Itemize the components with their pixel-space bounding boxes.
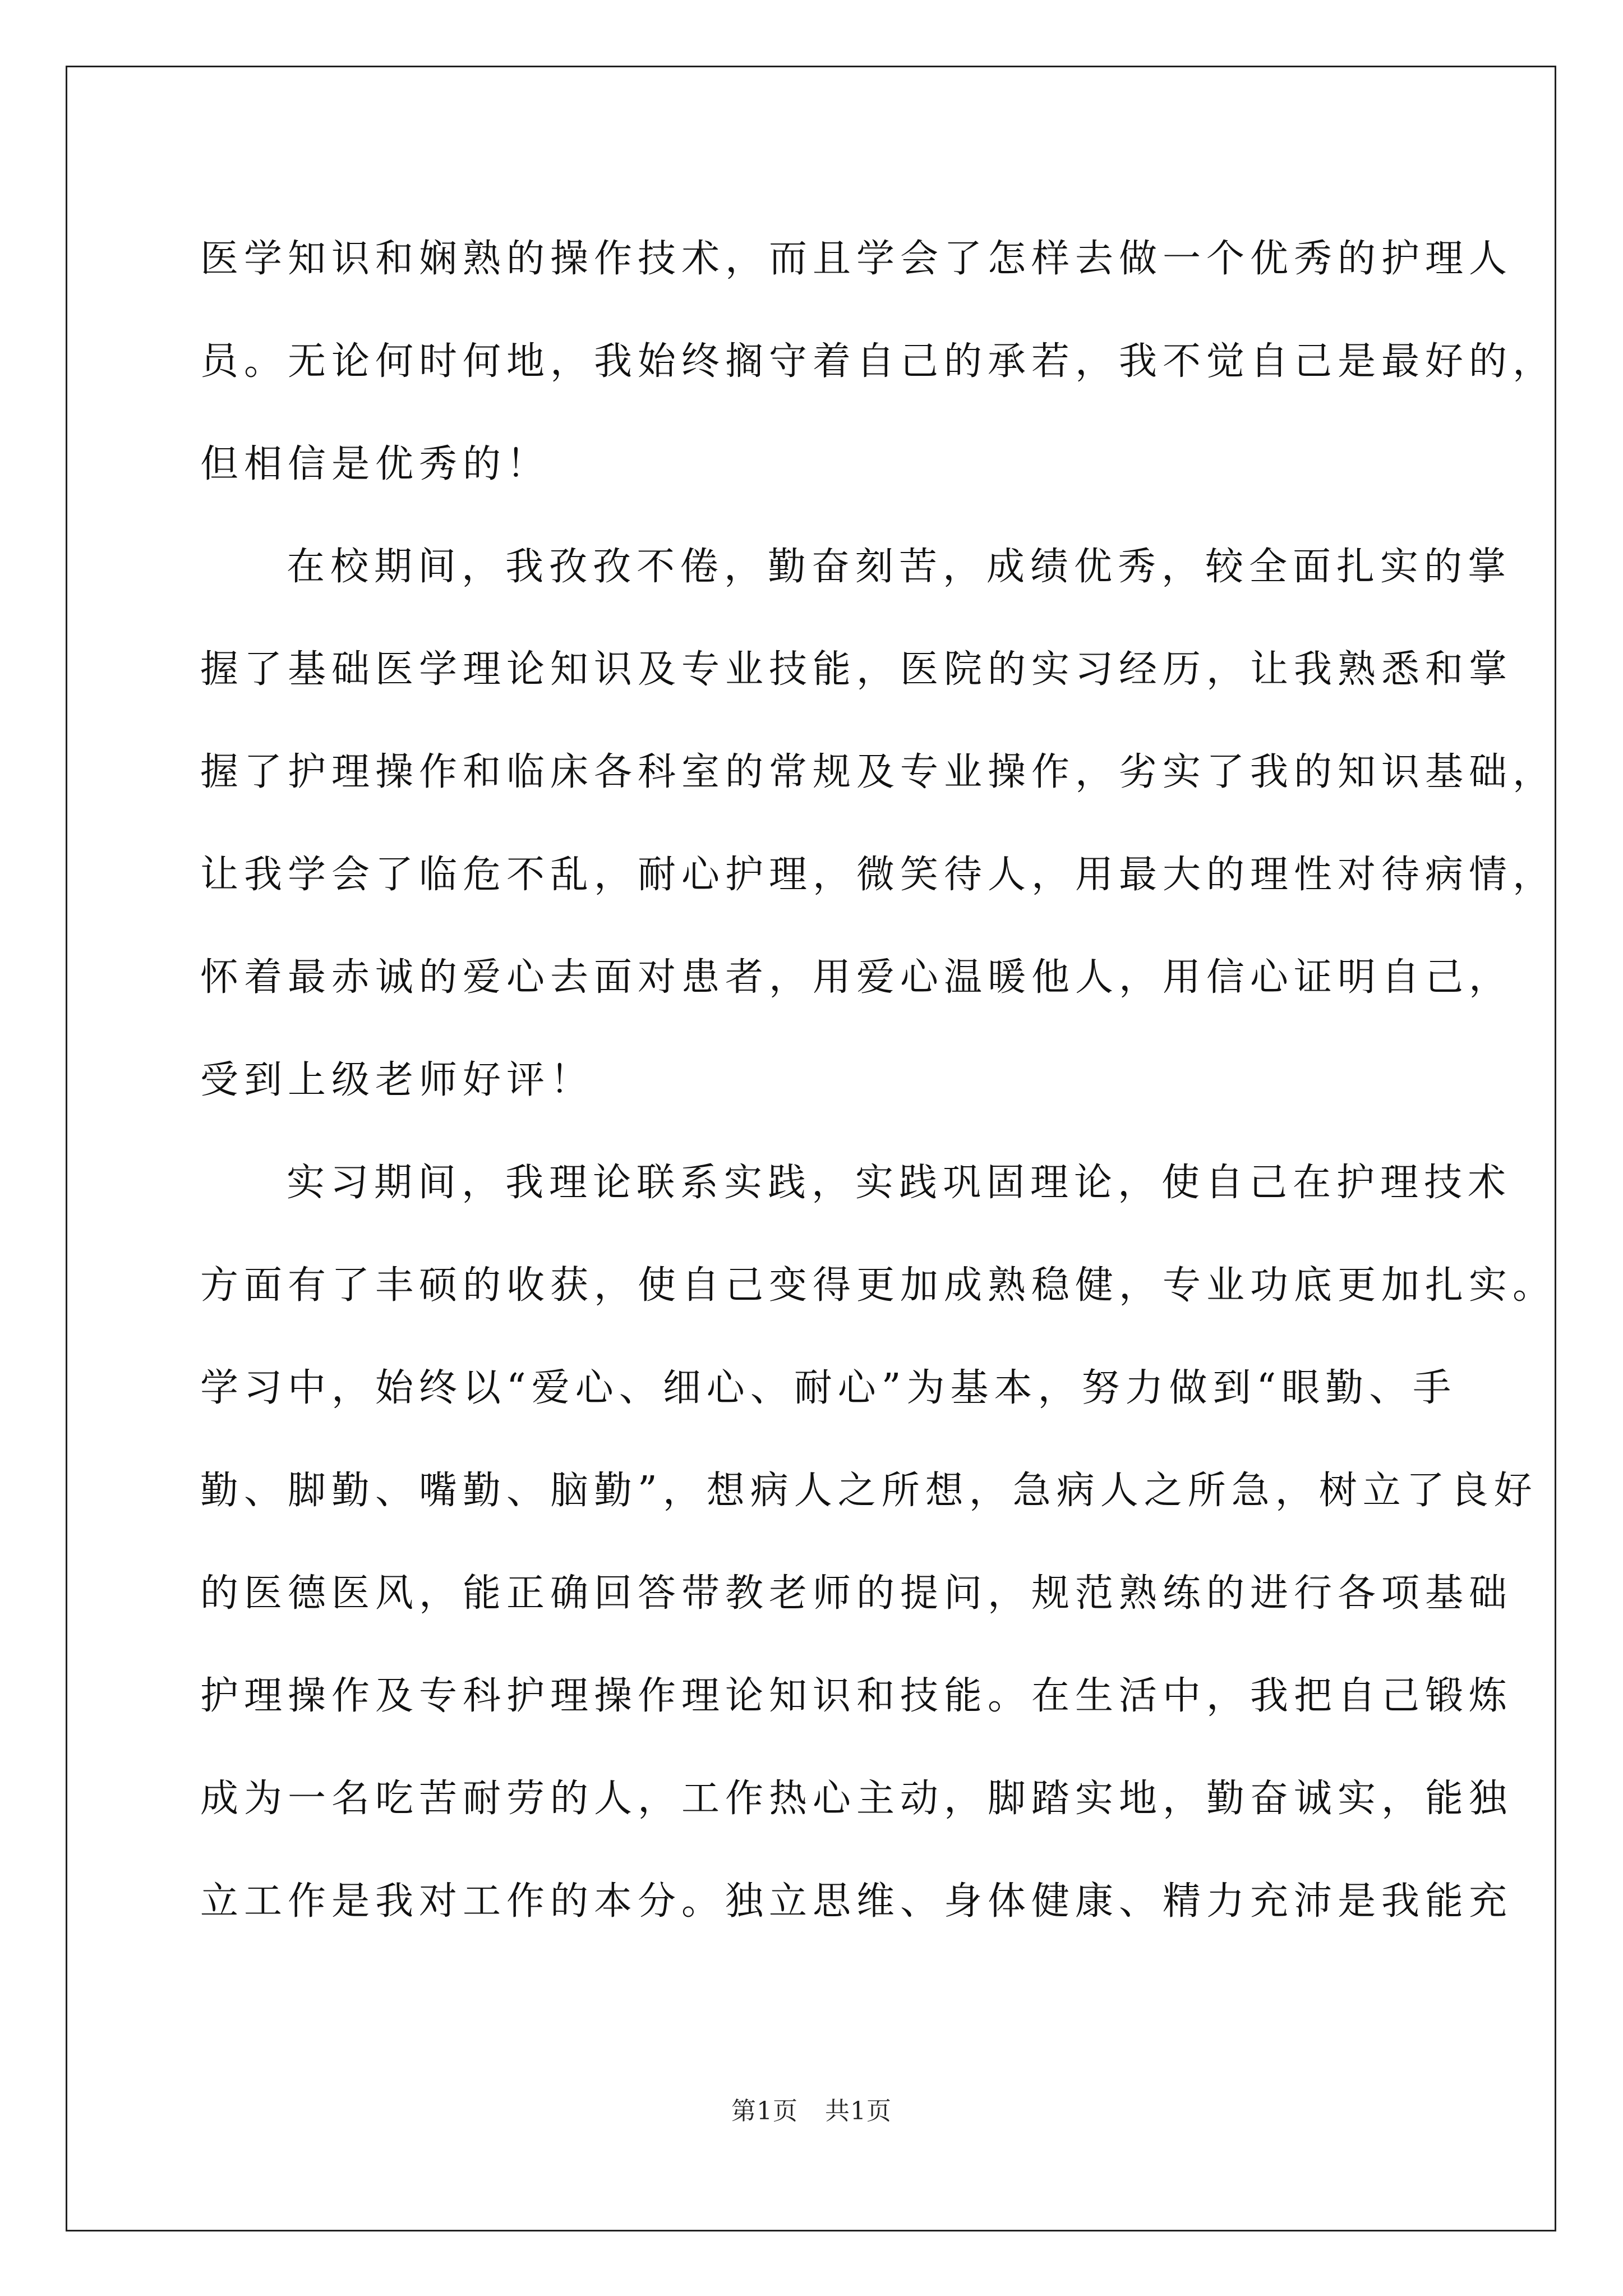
page-footer xyxy=(0,2091,1623,2127)
text-line: 让我学会了临危不乱，耐心护理，微笑待人，用最大的理性对待病情， xyxy=(200,853,1557,897)
text-line: 立工作是我对工作的本分。独立思维、身体健康、精力充沛是我能充 xyxy=(200,1879,1513,1924)
document-body xyxy=(200,208,1557,1953)
text-line: 护理操作及专科护理操作理论知识和技能。在生活中，我把自己锻炼 xyxy=(200,1674,1513,1718)
paragraph-3 xyxy=(200,1131,1557,1953)
text-line: 方面有了丰硕的收获，使自己变得更加成熟稳健，专业功底更加扎实。 xyxy=(200,1263,1557,1308)
paragraph-2 xyxy=(200,516,1557,1131)
text-line: 医学知识和娴熟的操作技术，而且学会了怎样去做一个优秀的护理人 xyxy=(200,237,1513,281)
page-total: 共1页 xyxy=(825,2097,892,2125)
text-line: 怀着最赤诚的爱心去面对患者，用爱心温暖他人，用信心证明自己， xyxy=(200,955,1513,1000)
page-number: 第1页 xyxy=(731,2097,798,2125)
text-line: 学习中，始终以“爱心、细心、耐心”为基本，努力做到“眼勤、手 xyxy=(200,1366,1457,1410)
text-line: 的医德医风，能正确回答带教老师的提问，规范熟练的进行各项基础 xyxy=(200,1571,1513,1616)
text-line: 员。无论何时何地，我始终搁守着自己的承若，我不觉自己是最好的， xyxy=(200,339,1557,384)
text-line: 握了基础医学理论知识及专业技能，医院的实习经历，让我熟悉和掌 xyxy=(200,647,1513,692)
text-line: 在校期间，我孜孜不倦，勤奋刻苦，成绩优秀，较全面扎实的掌 xyxy=(287,545,1512,589)
paragraph-1 xyxy=(200,208,1557,516)
text-line: 实习期间，我理论联系实践，实践巩固理论，使自己在护理技术 xyxy=(287,1161,1512,1205)
text-line: 勤、脚勤、嘴勤、脑勤”，想病人之所想，急病人之所急，树立了良好 xyxy=(200,1469,1538,1513)
text-line: 握了护理操作和临床各科室的常规及专业操作，劣实了我的知识基础， xyxy=(200,750,1557,794)
text-line: 但相信是优秀的！ xyxy=(200,442,551,486)
text-line: 受到上级老师好评！ xyxy=(200,1058,594,1102)
text-line: 成为一名吃苦耐劳的人，工作热心主动，脚踏实地，勤奋诚实，能独 xyxy=(200,1777,1513,1821)
